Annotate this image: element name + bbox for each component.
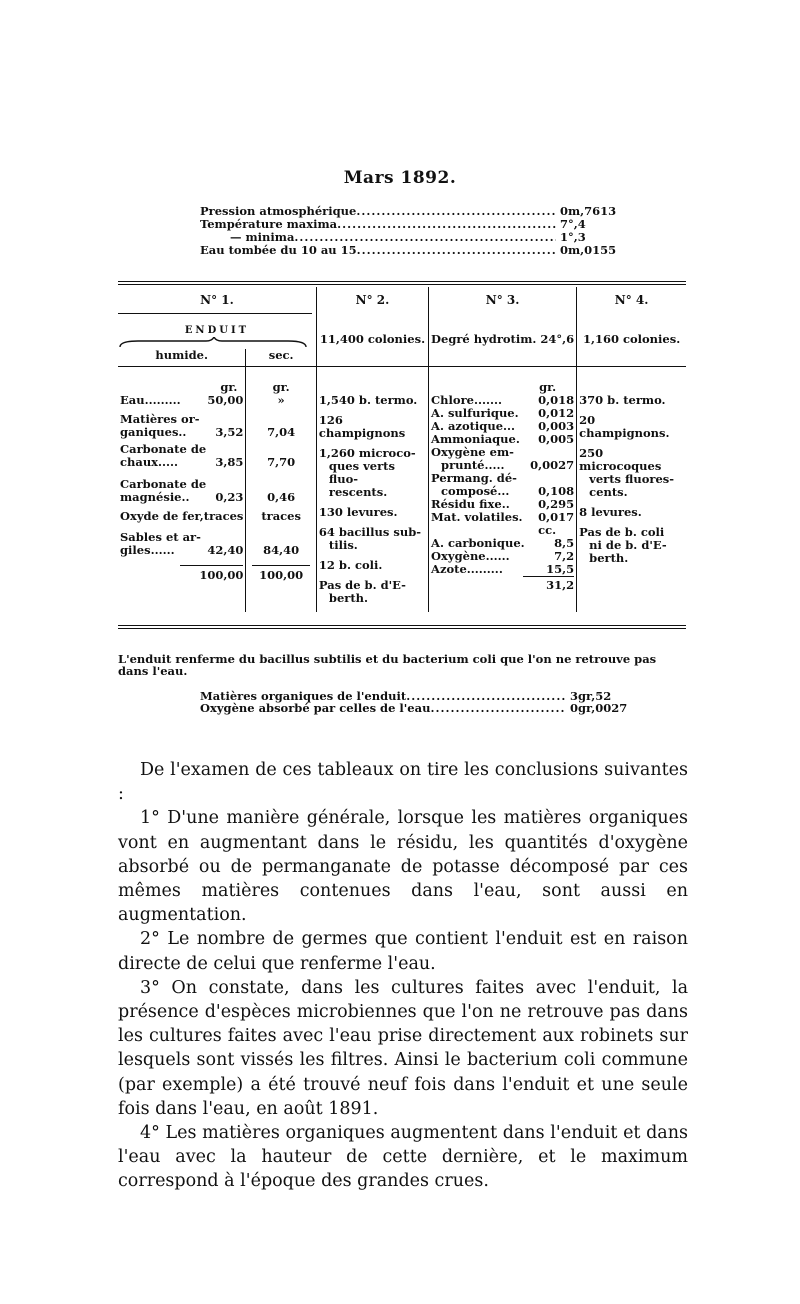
- table-row: giles...... 42,40: [120, 543, 244, 557]
- paragraph: 4° Les matières organiques augmentent dans l'enduit et dans l'eau avec la hauteur de cette dernière, et le maximum correspond à l'époque des grandes crues.: [118, 1123, 688, 1192]
- column-header: N° 3.: [429, 287, 577, 313]
- col1-block: [118, 367, 246, 612]
- table-row: Eau......... 50,00: [120, 393, 244, 407]
- row-label: Oxygène em-: [431, 445, 514, 459]
- list-item: 130 levures.: [318, 505, 398, 519]
- row-label: Carbonate de: [120, 442, 207, 456]
- list-item: 1,260 microco- ques verts fluo- rescents.: [318, 446, 416, 499]
- list-item: 12 b. coli.: [318, 558, 383, 572]
- humide-subheader: humide.: [155, 348, 208, 362]
- list-item: 370 b. termo.: [579, 393, 666, 407]
- list-item: 126 champignons: [318, 413, 406, 440]
- page-title: Mars 1892.: [343, 168, 457, 188]
- table-top-rule: [118, 284, 686, 285]
- column-header: N° 2.: [316, 287, 428, 313]
- note-row: Matières organiques de l'enduit ..... 3gr,52: [200, 690, 630, 702]
- meteo-label: Eau tombée du 10 au 15: [200, 243, 357, 257]
- col4-block: [577, 367, 686, 612]
- col2-block: [316, 367, 428, 612]
- note-summary: [200, 690, 630, 714]
- paragraph: 1° D'une manière générale, lorsque les matières organiques vont en augmentant dans le résidu, les quantités d'oxygène absorbé ou de permanganate de potasse décomposé par ces mêmes matières contenues dans l'eau, sont aussi en augmentation.: [118, 808, 688, 926]
- total-sec: 100,00: [252, 565, 310, 582]
- table-bottom-rule: [118, 628, 686, 629]
- col3-block: [429, 367, 577, 612]
- meteo-value: 0m,0155: [560, 243, 617, 257]
- table-bottom-rule: [118, 625, 686, 626]
- table-row: chaux..... 3,85: [120, 455, 244, 469]
- unit-label: gr.: [272, 380, 290, 394]
- meteo-summary: [200, 205, 630, 257]
- table-row: Résidu fixe.. 0,295: [431, 497, 575, 511]
- unit-label: gr.: [220, 380, 238, 394]
- meteo-label: Pression atmosphérique: [200, 204, 357, 218]
- table-row: composé... 0,108: [441, 484, 575, 498]
- col3-subheader: Degré hydrotim. 24°,6: [429, 313, 577, 367]
- table-top-rule: [118, 281, 686, 282]
- note-row: Oxygène absorbé par celles de l'eau ..... 0gr,0027: [200, 702, 630, 714]
- table-row: ganiques.. 3,52: [120, 425, 244, 439]
- table-row: prunté..... 0,0027: [441, 458, 575, 472]
- meteo-label: Température maxima: [200, 217, 338, 231]
- body-text: [118, 758, 688, 1194]
- list-item: Pas de b. d'E- berth.: [318, 578, 406, 605]
- list-item: Pas de b. coli ni de b. d'E- berth.: [579, 525, 667, 565]
- table-row: A. azotique... 0,003: [431, 419, 575, 433]
- meteo-value: 0m,7613: [560, 204, 617, 218]
- table-row: A. carbonique. 8,5: [431, 536, 575, 550]
- table-row: Mat. volatiles. 0,017: [431, 510, 575, 524]
- table-row: A. sulfurique. 0,012: [431, 406, 575, 420]
- enduit-label: ENDUIT: [184, 325, 250, 336]
- total-humide: 100,00: [180, 565, 243, 582]
- row-label: Carbonate de: [120, 477, 207, 491]
- col3-gas-list: [431, 537, 574, 576]
- table-row: Azote......... 15,5: [431, 562, 575, 576]
- list-item: 250 microcoques verts fluores- cents.: [579, 446, 675, 499]
- table-row: Ammoniaque. 0,005: [431, 432, 575, 446]
- col2-subheader: 11,400 colonies.: [316, 313, 428, 367]
- col3-list: [431, 394, 574, 524]
- meteo-value: 7°,4: [560, 217, 586, 231]
- list-item: 1,540 b. termo.: [318, 393, 418, 407]
- row-label: Permang. dé-: [431, 471, 517, 485]
- paragraph: De l'examen de ces tableaux on tire les conclusions suivantes :: [118, 760, 688, 805]
- list-item: 8 levures.: [579, 505, 642, 519]
- meteo-value: 1°,3: [560, 230, 586, 244]
- analysis-table: [118, 287, 686, 612]
- paragraph: 2° Le nombre de germes que contient l'enduit est en raison directe de celui que renferme l'eau.: [118, 929, 688, 974]
- row-label: Matières or-: [120, 412, 200, 426]
- meteo-row: [200, 244, 630, 257]
- list-item: 64 bacillus sub- tilis.: [318, 525, 422, 552]
- meteo-label: — minima: [230, 230, 295, 244]
- col1-sec-block: gr. » 7,04 7,70 0,46 traces 84,40 100,00: [246, 367, 317, 612]
- sec-subheader: sec.: [246, 349, 317, 367]
- gas-total: 31,2: [523, 576, 574, 592]
- unit-label: cc.: [538, 523, 557, 537]
- col2-list: [319, 394, 426, 605]
- unit-label: gr.: [539, 380, 557, 394]
- col4-list: [579, 394, 684, 565]
- table-row: magnésie.. 0,23: [120, 490, 244, 504]
- table-row: Oxygène...... 7,2: [431, 549, 575, 563]
- table-row: Chlore....... 0,018: [431, 393, 575, 407]
- list-item: 20 champignons.: [579, 413, 670, 440]
- column-header: N° 1.: [200, 292, 234, 307]
- col4-subheader: 1,160 colonies.: [577, 313, 686, 367]
- table-note: L'enduit renferme du bacillus subtilis et du bacterium coli que l'on ne retrouve pas dans l'eau.: [118, 652, 657, 678]
- column-header: N° 4.: [577, 287, 686, 313]
- paragraph: 3° On constate, dans les cultures faites avec l'enduit, la présence d'espèces microbiennes que l'on ne retrouve pas dans les cultures faites avec l'eau prise directement aux robinets sur lesquels sont vissés les filtres. Ainsi le bacterium coli commune (par exemple) a été trouvé neuf fois dans l'enduit et une seule fois dans l'eau, en août 1891.: [118, 977, 688, 1119]
- row-label: Sables et ar-: [120, 530, 201, 544]
- row-label: Oxyde de fer,traces: [120, 509, 244, 523]
